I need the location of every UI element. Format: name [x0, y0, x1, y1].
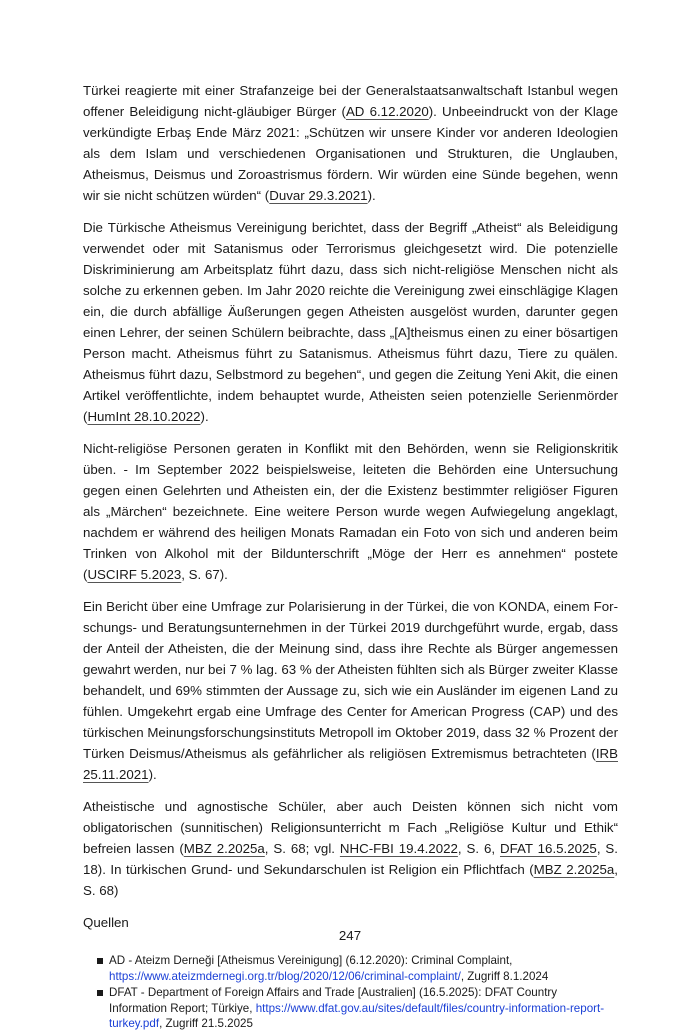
- citation-link[interactable]: USCIRF 5.2023: [87, 567, 182, 582]
- paragraph-text: ).: [200, 409, 209, 424]
- paragraph-text: ).: [148, 767, 157, 782]
- source-text: AD - Ateizm Derneği [Atheismus Vereinigung] (6.12.2020): Criminal Complaint,: [109, 954, 513, 967]
- paragraph: [83, 80, 618, 206]
- paragraph-text: , S. 18). In türkischen Grund- und Sekundarschulen ist Religion ein Pflichtfach (: [83, 841, 618, 877]
- paragraph-text: Nicht-religiöse Personen geraten in Konflikt mit den Behörden, wenn sie Religionskritik üben. - Im September 2022 beispielsweise, leiteten die Behörden eine Untersuchung gegen einen Gelehrten und Atheisten ein, der die Existenz bestimmter religiöser Figuren als „Märchen“ bezeichnete. Eine weitere Person wurde wegen Aufwiegelung angeklagt, nachdem er während des heiligen Monats Ramadan ein Foto von sich und anderen beim Trinken von Alkohol mit der Bildunterschrift „Möge der Herr es annehmen“ postete (: [83, 441, 618, 582]
- sources-list: [83, 953, 618, 1032]
- citation-link[interactable]: IRB 25.11.2021: [83, 746, 618, 782]
- citation-link[interactable]: AD 6.12.2020: [345, 104, 429, 119]
- citation-link[interactable]: MBZ 2.2025a: [183, 841, 265, 856]
- citation-link[interactable]: NHC-FBI 19.4.2022: [339, 841, 458, 856]
- paragraph-text: ).: [367, 188, 376, 203]
- paragraph-text: , S. 67).: [181, 567, 228, 582]
- paragraph: [83, 438, 618, 585]
- paragraph-text: , S. 68; vgl.: [264, 841, 340, 856]
- sources-heading: Quellen: [83, 915, 129, 930]
- citation-link[interactable]: MBZ 2.2025a: [533, 862, 615, 877]
- paragraph-text: Atheistische und agnostische Schüler, aber auch Deisten können sich nicht vom obligatorischen (sunnitischen) Religionsunterricht m Fach „Religiöse Kultur und Ethik“ befreien lassen (: [83, 799, 618, 856]
- citation-link[interactable]: HumInt 28.10.2022: [87, 409, 201, 424]
- paragraph: [83, 217, 618, 427]
- source-item: [99, 985, 618, 1032]
- paragraph: [83, 796, 618, 901]
- source-access-date: , Zugriff 8.1.2024: [460, 969, 549, 983]
- citation-link[interactable]: Duvar 29.3.2021: [269, 188, 368, 203]
- source-item: [99, 953, 618, 984]
- paragraph-text: , S. 6,: [457, 841, 500, 856]
- paragraph-text: Ein Bericht über eine Umfrage zur Polarisierung in der Türkei, die von KONDA, einem Forschungs- und Beratungsunternehmen in der Türkei 2019 durchgeführt wurde, ergab, dass der Anteil der Atheisten, die der Meinung sind, dass ihre Rechte als Bürger angemessen gewahrt werden, nur bei 7 % lag. 63 % der Atheisten fühlten sich als Bürger zweiter Klasse behandelt, und 69% stimmten der Aussage zu, sich wie ein Ausländer im eigenen Land zu fühlen. Umgekehrt ergab eine Umfrage des Center for American Progress (CAP) und des türkischen Meinungsforschungsinstituts Metropoll im Oktober 2019, dass 32 % Prozent der Türken Deismus/Atheismus als gefährlicher als religiösen Extremismus betrachteten (: [83, 599, 618, 761]
- source-text: DFAT - Department of Foreign Affairs and Trade [Australien] (16.5.2025): DFAT Country Information Report; Türkiye,: [109, 986, 558, 1015]
- paragraphs: [83, 80, 618, 901]
- source-url-link[interactable]: https://www.dfat.gov.au/sites/default/files/country-information-report-turkey.pdf: [109, 1001, 605, 1030]
- source-url-link[interactable]: https://www.ateizmdernegi.org.tr/blog/2020/12/06/criminal-complaint/: [109, 969, 461, 983]
- paragraph-text: Türkei reagierte mit einer Strafanzeige bei der Generalstaatsanwaltschaft Istanbul wegen offener Beleidigung nicht-gläubiger Bürger (: [83, 83, 618, 119]
- paragraph-text: , S. 68): [83, 862, 618, 898]
- paragraph-text: Die Türkische Atheismus Vereinigung berichtet, dass der Begriff „Atheist“ als Beleidigung verwendet oder mit Satanismus oder Terrorismus gleichgesetzt wird. Die potenzielle Diskriminierung am Arbeitsplatz führt dazu, dass sich nicht-religiöse Menschen nicht als solche zu erkennen geben. Im Jahr 2020 reichte die Vereinigung zwei einschlägige Klagen ein, die durch abfällige Äußerungen gegen Atheisten ausgelöst wurden, darunter gegen einen Lehrer, der seinen Schülern beibrachte, dass „[A]theismus einen zu einer bösartigen Person macht. Atheismus führt zu Satanismus. Atheismus führt dazu, Tiere zu quälen. Atheismus führt dazu, Selbstmord zu begehen“, und gegen die Zeitung Yeni Akit, die einen Artikel veröffentlichte, indem behauptet wurde, Atheisten seien potenzielle Serienmörder (: [83, 220, 618, 424]
- document-body: [83, 80, 618, 1033]
- page-number: 247: [338, 928, 362, 943]
- paragraph: [83, 596, 618, 785]
- paragraph-text: ). Unbeeindruckt von der Klage verkündigte Erbaş Ende März 2021: „Schützen wir unsere Kinder vor anderen Ideologien als dem Islam und verschiedenen Organisationen und Strukturen, die Unglauben, Atheismus, Deismus und Zoroastrismus fördern. Wir würden eine Sünde begehen, wenn wir sie nicht schützen würden“ (: [83, 104, 618, 203]
- citation-link[interactable]: DFAT 16.5.2025: [499, 841, 597, 856]
- source-access-date: , Zugriff 21.5.2025: [159, 1017, 253, 1030]
